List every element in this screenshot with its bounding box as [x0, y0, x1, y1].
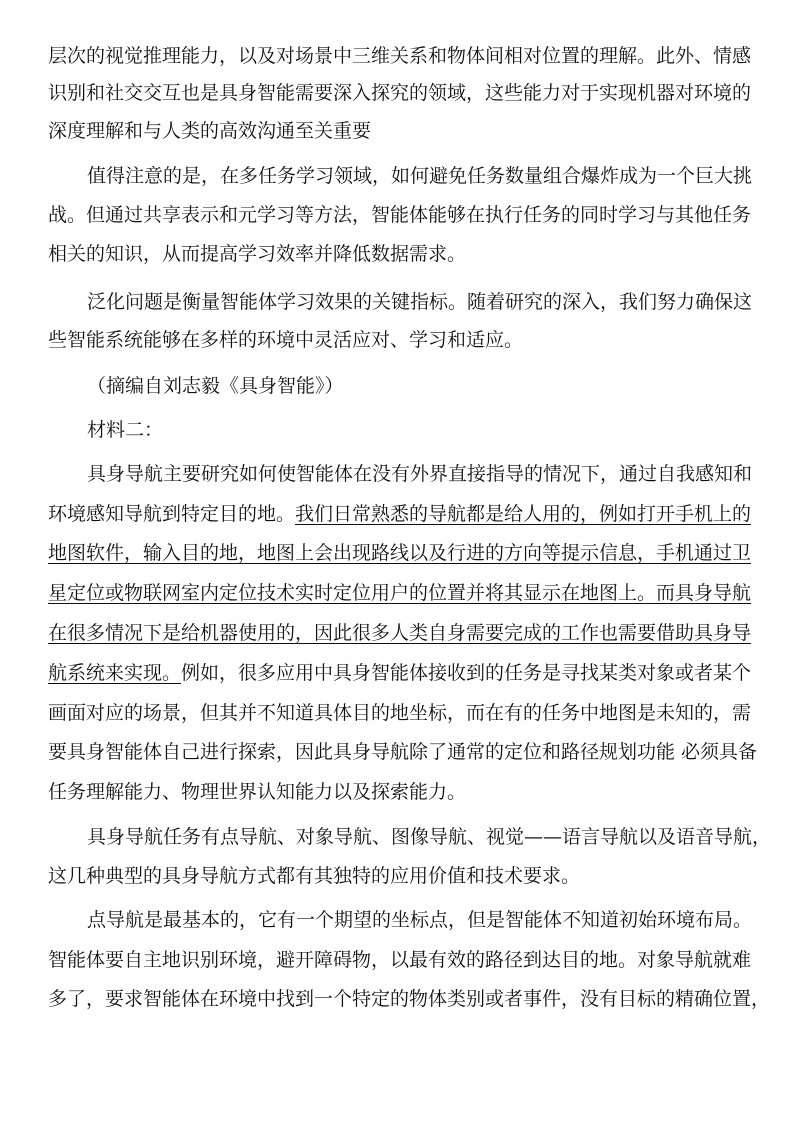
- text-line: [48, 539, 751, 567]
- text-line: [48, 778, 466, 806]
- text-run: 材料二：: [87, 419, 164, 441]
- text-run: 深度理解和与人类的高效沟通至关重要: [48, 120, 372, 142]
- text-line: [87, 823, 771, 851]
- text-line: [48, 500, 751, 528]
- text-line: [48, 699, 751, 727]
- text-run: 要具身智能体自己进行探索，因此具身导航除了通常的定位和路径规划功能 必须具备: [48, 741, 758, 763]
- text-run: （摘编自刘志毅《具身智能》）: [87, 375, 344, 397]
- text-run: 具身导航主要研究如何使智能体在没有外界直接指导的情况下，通过自我感知和: [87, 463, 753, 485]
- text-run: 识别和社交交互也是具身智能需要深入探究的领域，这些能力对于实现机器对环境的: [48, 82, 752, 104]
- text-run: 泛化问题是衡量智能体学习效果的关键指标。随着研究的深入，我们努力确保这: [87, 291, 753, 313]
- text-line: [48, 326, 523, 354]
- text-run: 任务理解能力、物理世界认知能力以及探索能力。: [48, 781, 467, 803]
- text-run: 值得注意的是，在多任务学习领域，如何避免任务数量组合爆炸成为一个巨大挑: [87, 165, 753, 187]
- text-line: [48, 862, 580, 890]
- underlined-text: 地图软件，输入目的地，地图上会出现路线以及行进的方向等提示信息，手机通过卫: [48, 542, 752, 564]
- text-run: 多了，要求智能体在环境中找到一个特定的物体类别或者事件，没有目标的精确位置，: [48, 988, 771, 1010]
- text-line: [48, 117, 371, 145]
- text-run: 战。但通过共享表示和元学习等方法，智能体能够在执行任务的同时学习与其他任务: [48, 204, 752, 226]
- text-run: 具身导航任务有点导航、对象导航、图像导航、视觉——语言导航以及语音导航，: [87, 826, 772, 848]
- underlined-text: 而具身导航: [656, 582, 752, 604]
- text-line: [87, 460, 752, 488]
- text-line: [48, 240, 466, 268]
- text-run: 环境感知导航到特定目的地。: [48, 503, 296, 525]
- text-line: [87, 162, 752, 190]
- underlined-text: 星定位或物联网室内定位技术实时定位用户的位置并将其显示在地图上。: [48, 582, 657, 604]
- text-line: [48, 985, 770, 1013]
- text-line: [48, 619, 751, 647]
- text-line: [87, 416, 163, 444]
- text-run: 层次的视觉推理能力，以及对场景中三维关系和物体间相对位置的理解。此外、情感: [48, 45, 752, 67]
- underlined-text: 在很多情况下是给机器使用的，因此很多人类自身需要完成的工作也需要借助具身导: [48, 622, 752, 644]
- text-run: 这几种典型的具身导航方式都有其独特的应用价值和技术要求。: [48, 865, 581, 887]
- text-line: [48, 42, 751, 70]
- text-run: 点导航是最基本的，它有一个期望的坐标点，但是智能体不知道初始环境布局。: [87, 909, 753, 931]
- text-run: 智能体要自主地识别环境，避开障碍物，以最有效的路径到达目的地。对象导航就难: [48, 949, 752, 971]
- text-line: [48, 79, 751, 107]
- text-line: [87, 288, 752, 316]
- text-line: [48, 946, 751, 974]
- text-line: [87, 372, 344, 400]
- text-run: 些智能系统能够在多样的环境中灵活应对、学习和适应。: [48, 329, 524, 351]
- text-line: [48, 738, 757, 766]
- text-line: [48, 201, 751, 229]
- text-run: 画面对应的场景，但其并不知道具体目的地坐标，而在有的任务中地图是未知的，需: [48, 702, 752, 724]
- text-run: 相关的知识，从而提高学习效率并降低数据需求。: [48, 243, 467, 265]
- underlined-text: 我们日常熟悉的导航都是给人用的，例如打开手机上的: [295, 503, 752, 525]
- text-line: [48, 579, 751, 607]
- text-line: [48, 659, 751, 687]
- text-line: [87, 906, 752, 934]
- text-run: 例如，很多应用中具身智能体接收到的任务是寻找某类对象或者某个: [181, 662, 752, 684]
- underlined-text: 航系统来实现。: [48, 662, 182, 684]
